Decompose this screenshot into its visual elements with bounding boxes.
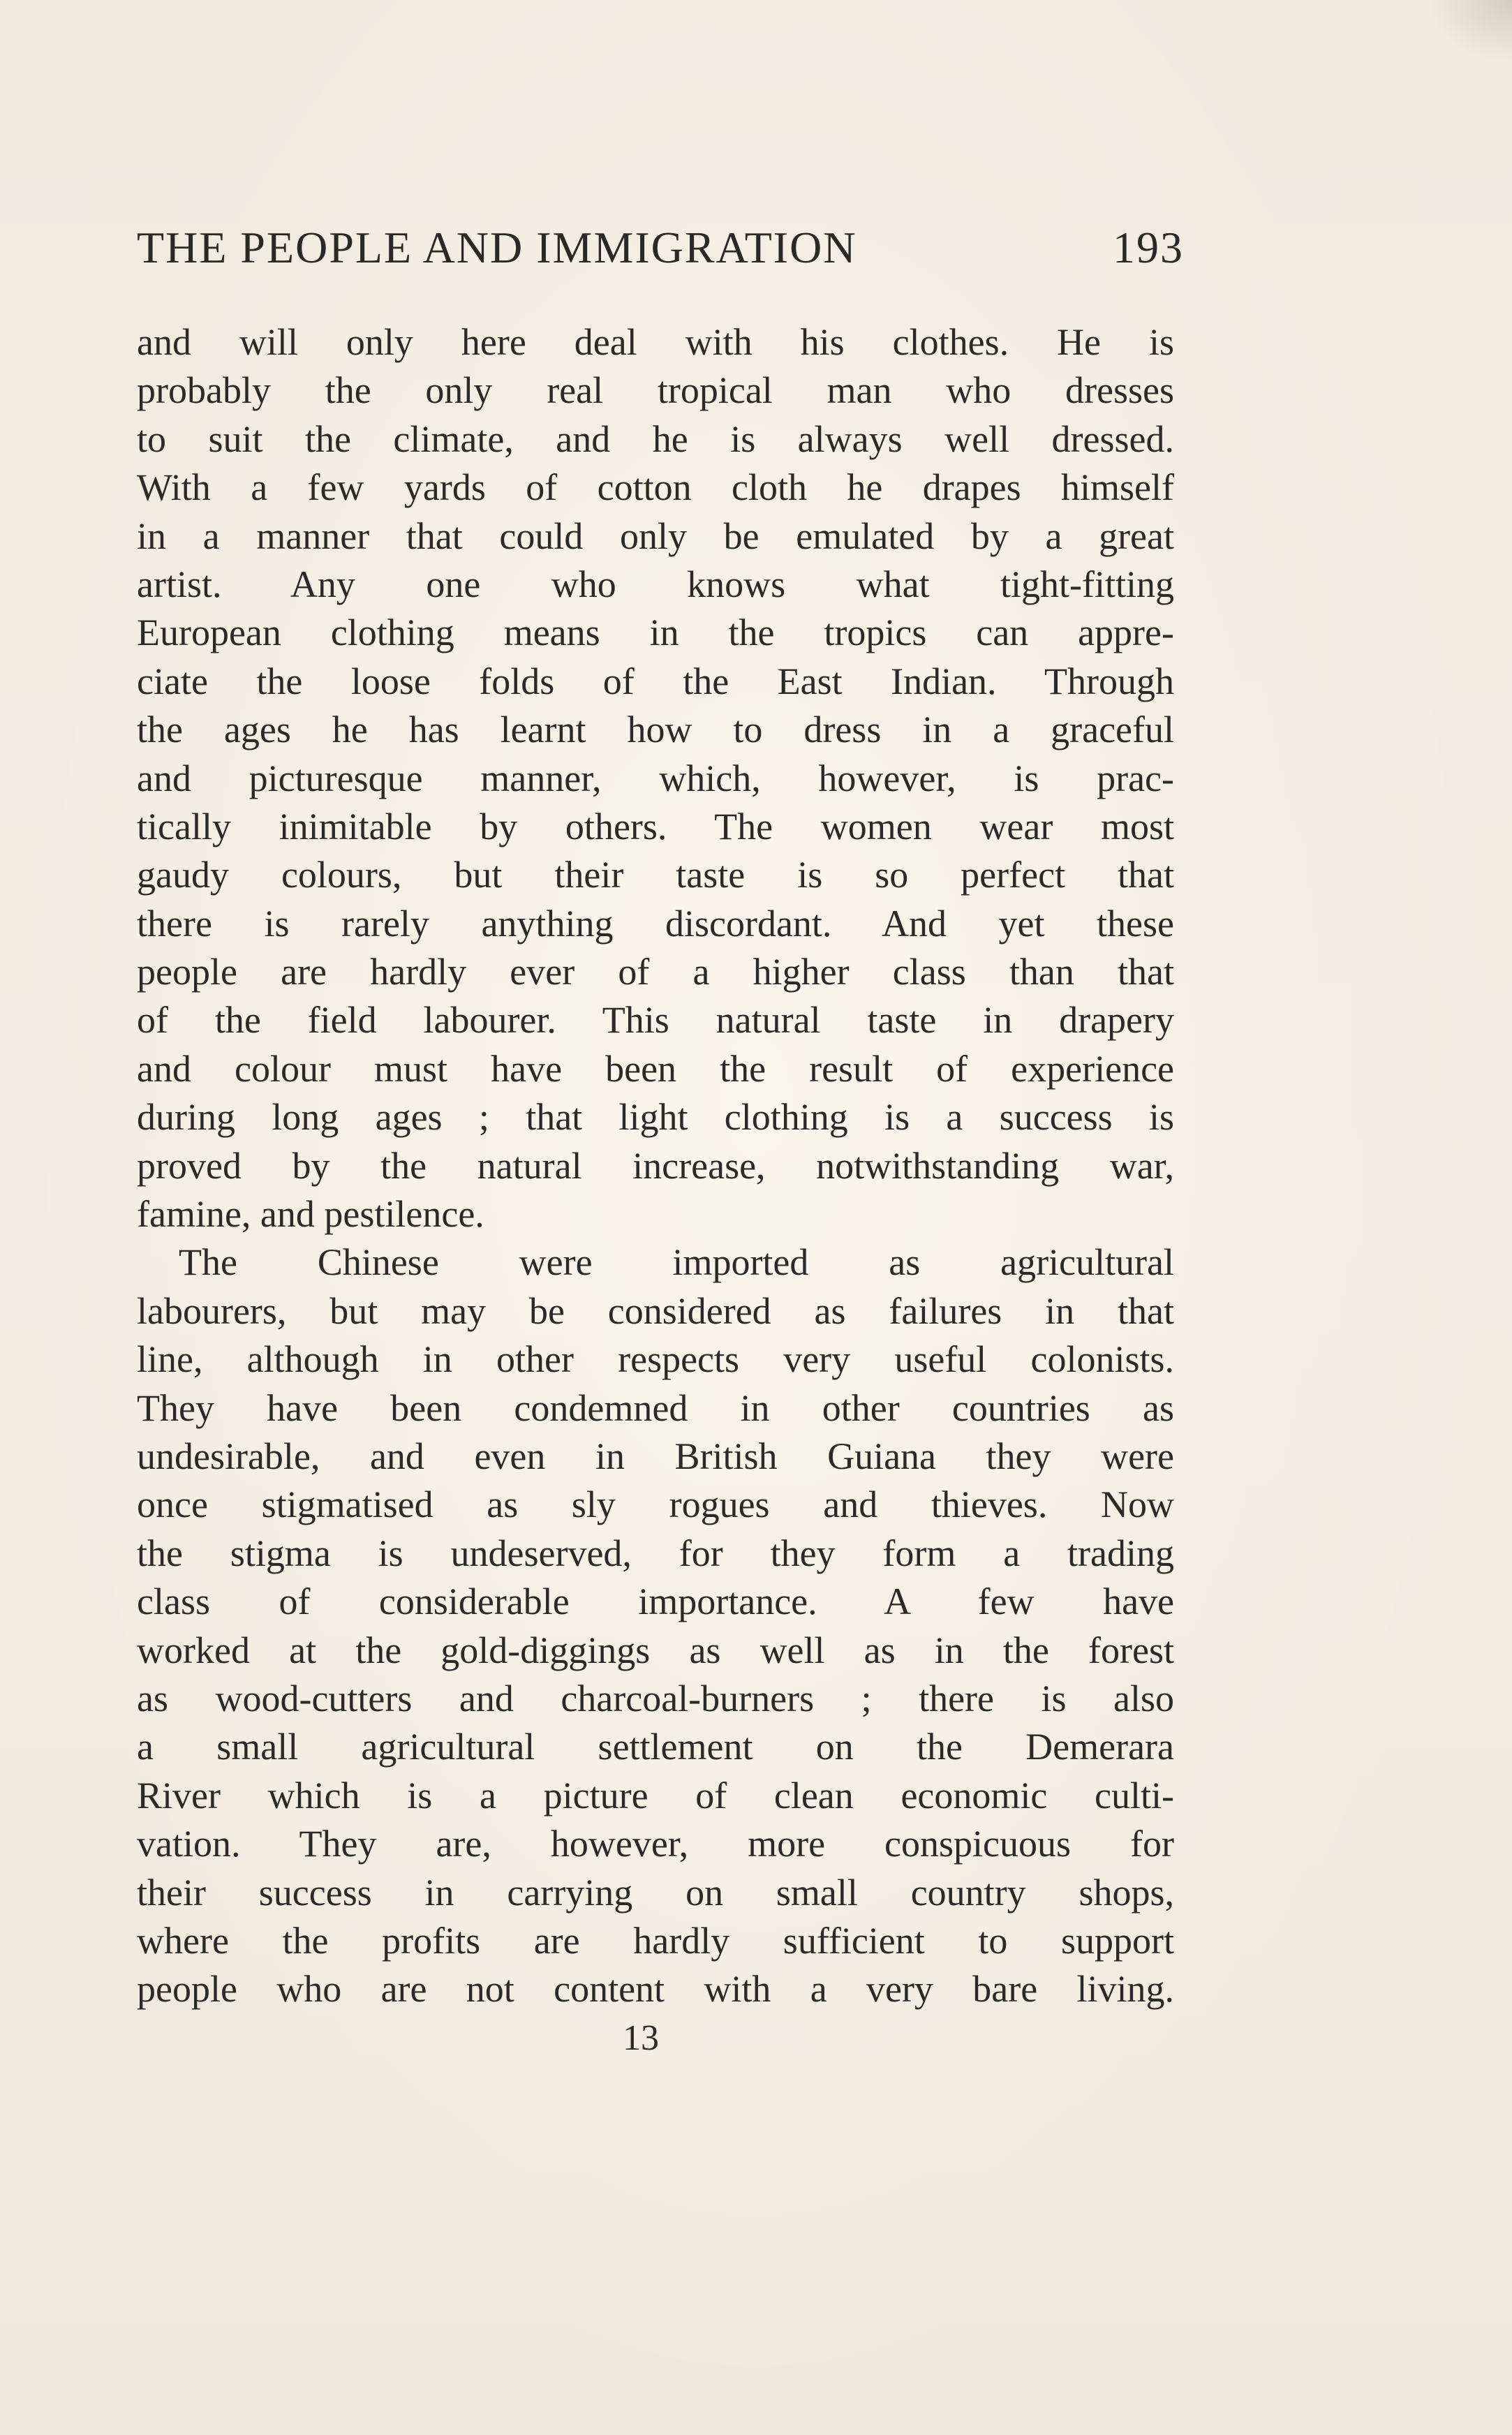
text-line: tically inimitable by others. The women wear most xyxy=(137,805,1174,848)
text-line: They have been condemned in other countries as xyxy=(137,1386,1174,1429)
page-corner-stain xyxy=(1428,0,1512,63)
text-line: probably the only real tropical man who dresses xyxy=(137,369,1174,412)
text-line: ciate the loose folds of the East Indian. Through xyxy=(137,660,1174,702)
text-line: worked at the gold-diggings as well as in the forest xyxy=(137,1629,1174,1671)
text-line: to suit the climate, and he is always well dressed. xyxy=(137,417,1174,460)
text-line: and picturesque manner, which, however, is prac- xyxy=(137,757,1174,799)
text-line: line, although in other respects very useful colonists. xyxy=(137,1338,1174,1381)
text-line: during long ages ; that light clothing is a success is xyxy=(137,1096,1174,1139)
text-line: people are hardly ever of a higher class than that xyxy=(137,951,1174,993)
text-line: as wood-cutters and charcoal-burners ; there is also xyxy=(137,1677,1174,1719)
text-line: people who are not content with a very bare living. xyxy=(137,1968,1174,2011)
text-line: the ages he has learnt how to dress in a graceful xyxy=(137,709,1174,751)
text-line: a small agricultural settlement on the Demerara xyxy=(137,1726,1174,1768)
text-line: class of considerable importance. A few have xyxy=(137,1581,1174,1623)
text-line: and will only here deal with his clothes. He is xyxy=(137,321,1174,363)
text-line: labourers, but may be considered as failures in that xyxy=(137,1289,1174,1332)
text-line: and colour must have been the result of experience xyxy=(137,1047,1174,1090)
text-line: gaudy colours, but their taste is so perfect that xyxy=(137,854,1174,896)
text-line: proved by the natural increase, notwithstanding war, xyxy=(137,1144,1174,1187)
text-line: undesirable, and even in British Guiana they were xyxy=(137,1435,1174,1477)
running-head xyxy=(137,222,1184,285)
text-line: of the field labourer. This natural taste in drapery xyxy=(137,999,1174,1042)
text-line: European clothing means in the tropics can appre- xyxy=(137,612,1174,654)
text-line: once stigmatised as sly rogues and thieves. Now xyxy=(137,1483,1174,1526)
signature-mark: 13 xyxy=(623,2018,659,2058)
text-line: With a few yards of cotton cloth he drapes himself xyxy=(137,466,1174,509)
text-line: the stigma is undeserved, for they form a trading xyxy=(137,1532,1174,1574)
text-line: artist. Any one who knows what tight-fitting xyxy=(137,563,1174,605)
text-line: vation. They are, however, more conspicuous for xyxy=(137,1823,1174,1865)
body-text xyxy=(137,318,1174,2014)
text-line: River which is a picture of clean economic culti- xyxy=(137,1774,1174,1816)
paragraph-first-line: The Chinese were imported as agricultural xyxy=(179,1241,1174,1284)
text-line: in a manner that could only be emulated by a great xyxy=(137,515,1174,557)
paragraph-end-line: famine, and pestilence. xyxy=(137,1193,484,1236)
running-head-title: THE PEOPLE AND IMMIGRATION xyxy=(137,223,857,272)
text-line: there is rarely anything discordant. And yet these xyxy=(137,902,1174,945)
text-line: their success in carrying on small country shops, xyxy=(137,1871,1174,1914)
page-number: 193 xyxy=(1113,223,1184,272)
text-line: where the profits are hardly sufficient to support xyxy=(137,1919,1174,1962)
